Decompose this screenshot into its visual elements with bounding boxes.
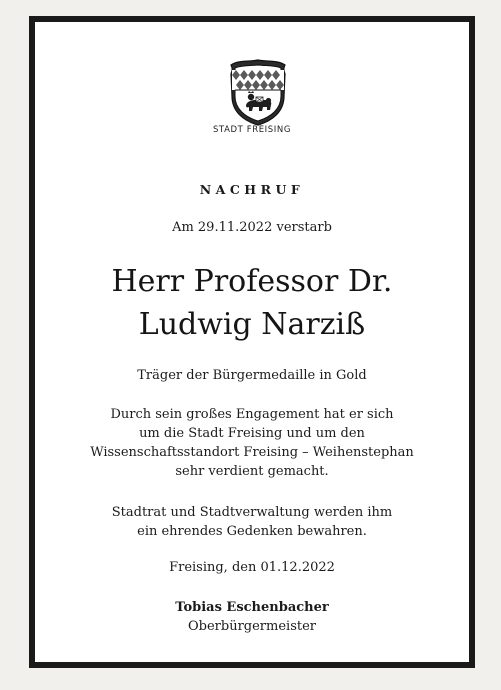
deceased-name-line-2: Ludwig Narziß [138,307,366,342]
obituary-card [29,16,475,668]
place-and-date: Freising, den 01.12.2022 [169,560,335,575]
tribute-paragraph [35,405,469,481]
city-coat-of-arms-icon [222,56,294,128]
remembrance-line: Stadtrat und Stadtverwaltung werden ihm [111,505,393,520]
signer-name: Tobias Eschenbacher [175,600,329,615]
remembrance-paragraph [35,503,469,541]
honor-line: Träger der Bürgermedaille in Gold [137,368,367,383]
tribute-line: Durch sein großes Engagement hat er sich [110,407,394,422]
signer-title: Oberbürgermeister [187,619,316,634]
notice-heading: NACHRUF [199,182,305,197]
deceased-name-line-1: Herr Professor Dr. [111,264,393,299]
tribute-line: Wissenschaftsstandort Freising – Weihenstephan [90,445,414,460]
tribute-line: sehr verdient gemacht. [175,464,329,479]
death-date-line: Am 29.11.2022 verstarb [172,220,332,235]
tribute-line: um die Stadt Freising und um den [139,426,365,441]
remembrance-line: ein ehrendes Gedenken bewahren. [137,524,367,539]
crest-caption: STADT FREISING [212,125,292,135]
